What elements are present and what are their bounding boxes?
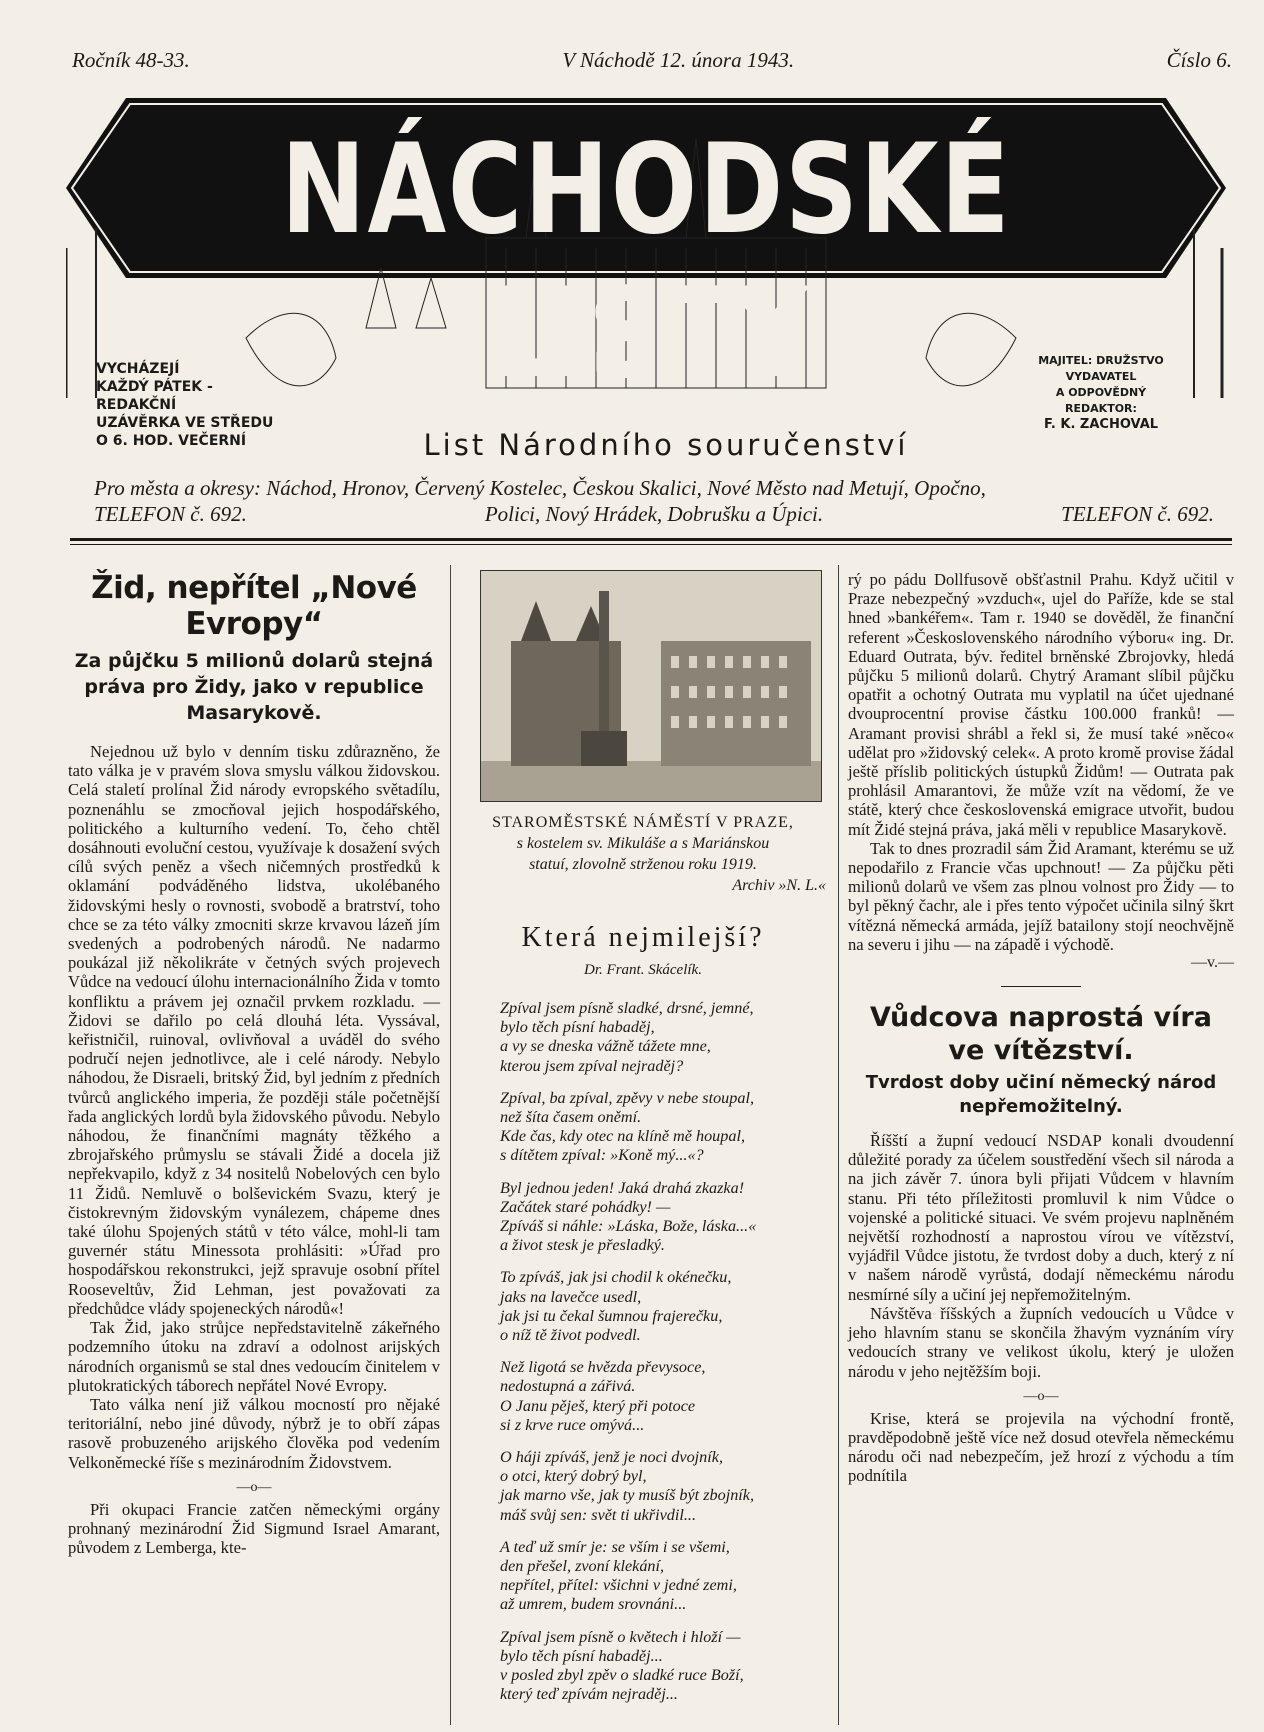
header-rule-thin [70, 544, 1232, 545]
publisher-line: MAJITEL: DRUŽSTVO [1038, 354, 1164, 367]
cities-line-2: Polici, Nový Hrádek, Dobrušku a Úpici. [484, 502, 824, 526]
issue-number: Číslo 6. [1166, 48, 1232, 72]
poem-line: a život stesk je přesladký. [500, 1236, 665, 1255]
section-divider: —o— [1023, 1388, 1059, 1404]
poem-line: den přešel, zvoní klekání, [500, 1557, 665, 1576]
poem-line: nepřítel, přítel: všichni v jedné zemi, [500, 1576, 737, 1595]
poem-line: kterou jsem zpíval nejraděj? [500, 1056, 684, 1075]
poem-line: bylo těch písní habaděj, [500, 1018, 655, 1037]
article-headline: Žid, nepřítel „Nové Evropy“ [91, 570, 417, 642]
poem-line: než šíta časem oněmí. [500, 1108, 642, 1127]
poem-stanza [500, 1358, 826, 1435]
article-paragraph: Tak to dnes prozradil sám Žid Aramant, kterému se už nepodařilo z Francie včas upchnout! — Za půjčku pěti milionů dolarů ve všem zas plnou volnost pro Židy — to byl pěkný čachr, ale i přes tento výpočet učinila silný škrt vítězná německá armáda, jejíž batailony stojí neochvějně na severu i jihu — na západě i východě. [848, 838, 1234, 954]
article-subheadline: Tvrdost doby učiní německý národ nepřemožitelný. [865, 1072, 1217, 1118]
caption-source: Archiv »N. L.« [732, 877, 826, 894]
poem-line: jak jsi tu čekal šumnou frajerečku, [500, 1306, 723, 1325]
article-subheadline: Za půjčku 5 milionů dolarů stejná práva pro Židy, jako v republice Masarykově. [74, 650, 434, 724]
caption-title: STAROMĚSTSKÉ NÁMĚSTÍ V PRAZE, [492, 814, 794, 831]
schedule-line: KAŽDÝ PÁTEK - [96, 379, 213, 395]
dateline: V Náchodě 12. února 1943. [562, 48, 795, 72]
telephone-left: TELEFON č. 692. [94, 502, 247, 526]
poem-line: máš svůj sen: svět ti ukřivdil... [500, 1505, 697, 1524]
article-headline: Vůdcova naprostá víra ve vítězství. [870, 1002, 1212, 1067]
poem-stanza [500, 1448, 826, 1525]
poem-line: v posled zbyl zpěv o sladké ruce Boží, [500, 1666, 744, 1685]
caption-text: statuí, zlovolně strženou roku 1919. [529, 856, 757, 873]
poem-line: a vy se dneska vážně tážete mne, [500, 1037, 711, 1056]
newspaper-title: NÁCHODSKÉ LISTY [280, 118, 1012, 406]
poem-line: bylo těch písní habaděj... [500, 1646, 663, 1665]
poem-line: Zpíval jsem písně o květech i hloží — [500, 1627, 741, 1646]
publisher-line: A ODPOVĚDNÝ [1055, 386, 1147, 399]
column-left [68, 570, 440, 1557]
poem-line: Byl jednou jeden! Jaká drahá zkazka! [500, 1178, 745, 1197]
article-paragraph: Nejednou už bylo v denním tisku zdůrazněno, že tato válka je v pravém slova smyslu válkou židovskou. Celá staletí prolínal Žid národy evropského světadílu, poznenáhlu se zmocňoval jejich hospodářského, politického a kulturního vedení. To, čeho chtěl dosáhnouti evoluční cestou, využívaje k dosažení svých cílů svých peněz a všech ničemných prostředků k oklamání podváděného lidstva, ukolébaného židovskými hesly o rovnosti, svobodě a bratrství, toho chce se za této války zmocniti skrze krvavou lázeň jím svedených a podrobených národů. Ne nadarmo poukázal již několikráte v četných svých projevech Vůdce na vedoucí úlohu internacionálního Žida v tomto konfliktu a právem jej označil prvkem rozkladu. — Židovi se dařilo po celá dlouhá léta. Vyssával, keřistničil, ruinoval, ovlivňoval a uváděl do svého područí nejen jednotlivce, ale i celé národy. Nebylo náhodou, že Disraeli, britský Žid, byl jedním z předních tvůrců anglického imperia, že později stále početnější řada anglických lordů byla židovského původu. Nebylo náhodou, že finančními magnáty těžkého a zbrojařského průmyslu se stávali Židé a docela již nepřekvapilo, když z 34 nositelů Nobelových cen bylo 11 Židů. Nemluvě o bolševickém Svazu, který je čistokrevným židovským vynálezem, chápeme dnes také úlohu Spojených států v této válce, mohl-li tam guvernér státu Minessota prohlásiti: »Úřad pro hospodářskou rekonstrukci, jejž spravuje osobní přítel Rooseveltův, Žid Lehman, jest považovati za předchůdce vlády spojeneckých národů«! [68, 742, 440, 1318]
poem-body [460, 999, 826, 1705]
column-divider [450, 565, 451, 1725]
poem-line: jak marno vše, jak ty musíš být zbojník, [500, 1486, 755, 1505]
masthead [66, 98, 1226, 462]
schedule-line: UZÁVĚRKA VE STŘEDU [96, 415, 274, 431]
article-paragraph: Tato válka není již válkou mocností pro nějaké teritoriální, nebo jiné důvody, nýbrž je to obří zápas rasově probuzeného arijského člověka pod vedením Velkoněmecké říše s mezinárodním Židovstvem. [68, 1394, 440, 1472]
poem-line: Zpíval jsem písně sladké, drsné, jemné, [500, 999, 754, 1017]
publisher-line: REDAKTOR: [1065, 402, 1137, 415]
issue-header-line [72, 48, 1232, 73]
poem-line: Než ligotá se hvězda převysoce, [500, 1358, 706, 1377]
photo-illustration [481, 571, 821, 801]
schedule-line: VYCHÁZEJÍ [96, 361, 180, 377]
article-paragraph: Tak Žid, jako strůjce nepředstavitelně zákeřného podzemního útoku na zdraví a odolnost arijských národních organismů se stal dnes vedoucím činitelem v plutokratických táborech nepřátel Nové Evropy. [68, 1318, 440, 1395]
poem-line: s dítětem zpíval: »Koně mý...«? [500, 1146, 704, 1165]
poem-stanza [500, 1268, 826, 1345]
publication-schedule [96, 360, 296, 450]
column-middle [460, 570, 826, 1718]
poem-line: A teď už smír je: se vším i se všemi, [500, 1537, 730, 1556]
header-rule [70, 538, 1232, 541]
column-right [848, 570, 1234, 1486]
poem-line: si z krve ruce omývá... [500, 1415, 645, 1434]
poem-line: Začátek staré pohádky! — [500, 1197, 671, 1216]
column-divider [838, 565, 839, 1725]
article-paragraph: rý po pádu Dollfusově obšťastnil Prahu. Když učitil v Praze nebezpečný »vzduch«, ujel do Paříže, kde se stal hned »bankéřem«. Tam r. 1940 se dověděl, že finanční referent »Československého národního výboru« ing. Dr. Eduard Outrata, býv. ředitel brněnské Zbrojovky, hledá půjčku 5 milionů dolarů. Chytrý Aramant slíbil půjčku opatřit a ochotný Outrata mu vyplatil na účet ujednané dvouprocentní provise částku 100.000 franků! — Aramant provisi shrábl a řekl si, že musí také »něco« udělat pro »židovský celek«. A proto kromě provise žádal ještě příslib politických ústupků Židům! — Outrata pak prohlásil Amarantovi, že může vzít na vědomí, že ve státě, který chce československá emigrace utvořit, budou mít Židé stejná práva, jaká měli v republice Masarykově. [848, 570, 1234, 839]
volume-number: Ročník 48-33. [72, 48, 190, 72]
poem-line: jaks na lavečce usedl, [500, 1287, 642, 1306]
article-paragraph: Při okupaci Francie zatčen německými orgány prohnaný mezinárodní Žid Sigmund Israel Amarant, původem z Lemberga, kte- [68, 1499, 440, 1558]
poem-stanza [500, 999, 826, 1076]
photo-old-town-square [480, 570, 822, 802]
poem-stanza [500, 1538, 826, 1615]
poem-line: o otci, který dobrý byl, [500, 1467, 647, 1486]
poem-line: nedostupná a zářivá. [500, 1377, 636, 1396]
poem-line: O Janu pěješ, který při potoce [500, 1396, 696, 1415]
poem-line: Zpíval, ba zpíval, zpěvy v nebe stoupal, [500, 1088, 755, 1107]
poem-line: O háji zpíváš, jenž je noci dvojník, [500, 1448, 723, 1467]
cities-line-1: Pro města a okresy: Náchod, Hronov, Červený Kostelec, Českou Skalici, Nové Město nad Metují, Opočno, [94, 476, 986, 500]
distribution-area [94, 475, 1214, 527]
article-paragraph: Říšští a župní vedoucí NSDAP konali dvoudenní důležité porady za účelem soustředění všech sil národa a na jich závěr 7. února byli přijati Vůdcem v hlavním stanu. Při této příležitosti promluvil k nim Vůdce o vojenské a politické situaci. Ve svém projevu naplněném největší rozhodností a naprostou vírou ve vítězství, vyjádřil Vůdce jistotu, že tvrdost doby a duch, který z ní v našem národě vyrůstá, dodají německému národu nesmírné síly a učiní jej nepřemožitelným. [848, 1131, 1234, 1304]
photo-caption [460, 812, 826, 896]
publisher-line: VYDAVATEL [1065, 370, 1137, 383]
poem-title: Která nejmilejší? [521, 922, 765, 953]
poem-line: To zpíváš, jak jsi chodil k okénečku, [500, 1268, 732, 1287]
poem-line: který teď zpívám nejraděj... [500, 1685, 678, 1704]
newspaper-subtitle: List Národního souručenství [423, 428, 909, 462]
article-paragraph: Krise, která se projevila na východní frontě, pravděpodobně ještě více než dosud otevřela německému národu oči nad nebezpečím, jež hrozí z východu a tím podnítila [848, 1408, 1234, 1486]
editor-name: F. K. ZACHOVAL [1043, 417, 1159, 432]
schedule-line: O 6. HOD. VEČERNÍ [96, 433, 247, 449]
publisher-info [1026, 353, 1176, 433]
poem-line: o níž tě život podvedl. [500, 1326, 641, 1345]
poem-line: Kde čas, kdy otec na klíně mě houpal, [500, 1127, 745, 1146]
telephone-right: TELEFON č. 692. [1061, 502, 1214, 526]
poem-stanza [500, 1179, 826, 1256]
schedule-line: REDAKČNÍ [96, 397, 177, 413]
poem-line: Zpíváš si náhle: »Láska, Bože, láska...« [500, 1217, 757, 1236]
poem-author: Dr. Frant. Skácelík. [584, 962, 702, 978]
article-separator [1001, 986, 1081, 987]
section-divider: —o— [236, 1479, 272, 1495]
poem-stanza [500, 1628, 826, 1705]
article-signature: —v.— [1191, 954, 1234, 972]
caption-text: s kostelem sv. Mikuláše a s Mariánskou [516, 835, 770, 852]
poem-line: až umrem, budem srovnáni... [500, 1595, 687, 1614]
article-paragraph: Návštěva říšských a župních vedoucích u Vůdce v jeho hlavním stanu se skončila žhavým vyznáním víry vedoucích strany ve velikost úkolu, který je uložen národu v jeho nejtěžším boji. [848, 1303, 1234, 1381]
poem-stanza [500, 1089, 826, 1166]
